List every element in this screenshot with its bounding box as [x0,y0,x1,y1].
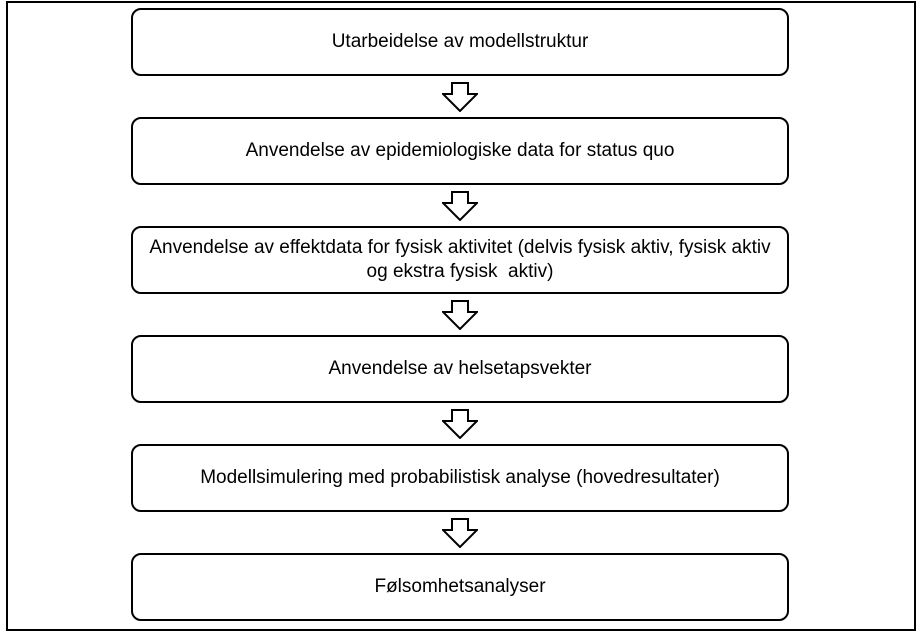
down-arrow-icon [131,512,789,553]
down-arrow-icon [131,403,789,444]
flow-step-modellsimulering [131,444,789,512]
flow-step-label: Utarbeidelse av modellstruktur [331,31,589,52]
down-arrow-icon [131,76,789,117]
flow-step-label: Anvendelse av effektdata for fysisk aktivitet (delvis fysisk aktiv, fysisk aktiv og ekstra fysisk aktiv) [149,237,776,282]
flow-step-effektdata [131,226,789,294]
flow-step-label: Anvendelse av epidemiologiske data for status quo [245,140,675,161]
down-arrow-icon [131,185,789,226]
down-arrow-icon [131,294,789,335]
flow-step-label: Modellsimulering med probabilistisk analyse (hovedresultater) [200,467,720,488]
flowchart-column [131,8,789,621]
flow-step-helsetapsvekter [131,335,789,403]
flow-step-label: Følsomhetsanalyser [374,576,546,597]
flow-step-folsomhetsanalyser [131,553,789,621]
flow-step-label: Anvendelse av helsetapsvekter [328,358,592,379]
flow-step-epidemiologiske-data [131,117,789,185]
flow-step-modellstruktur [131,8,789,76]
